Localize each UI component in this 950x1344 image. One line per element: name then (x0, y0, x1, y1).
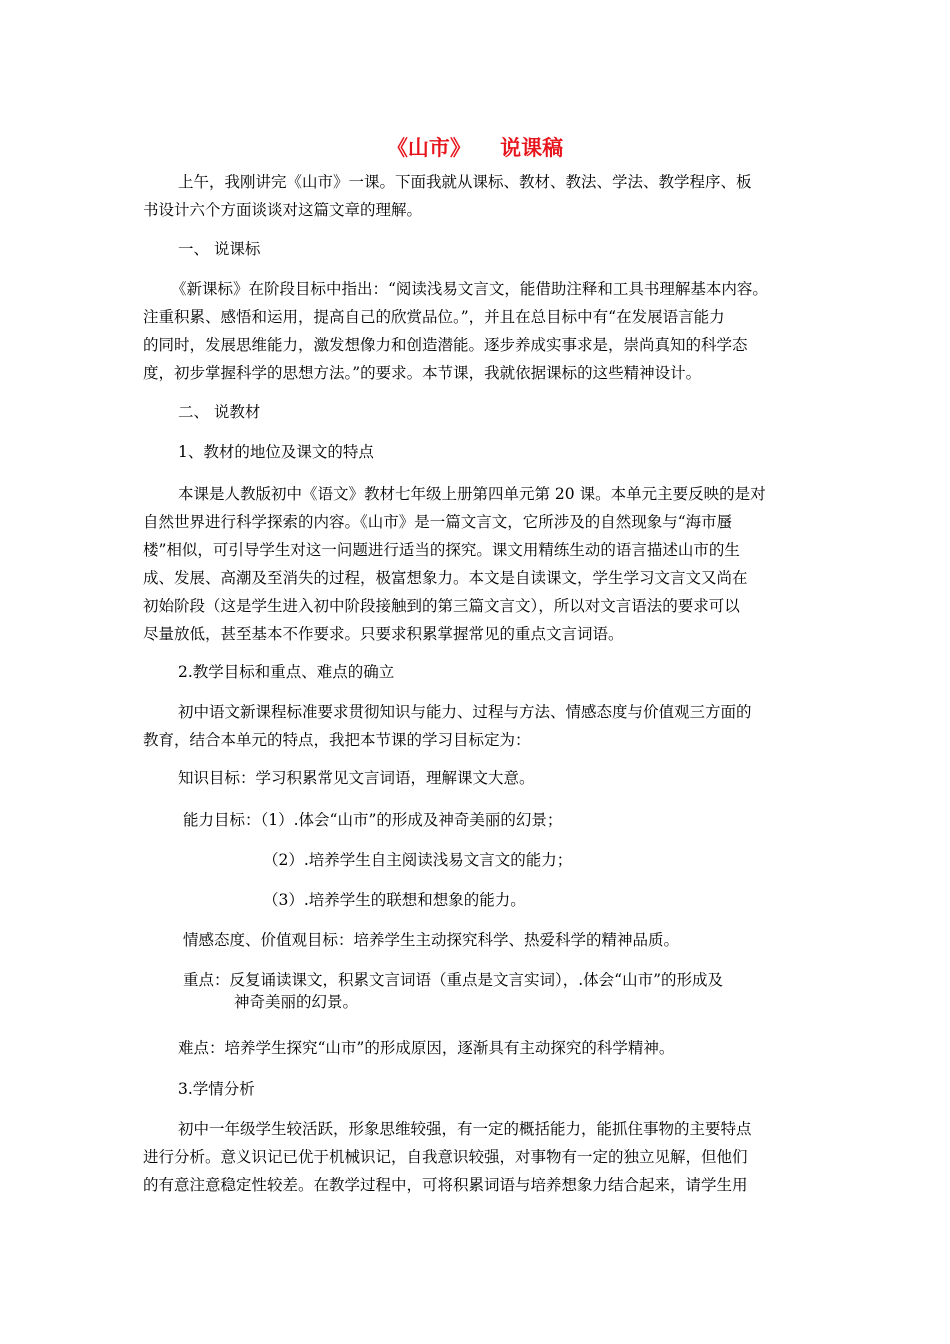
textbook-paragraph (143, 480, 766, 648)
learner-analysis-paragraph (143, 1115, 752, 1199)
paragraph-line: 上午，我刚讲完《山市》一课。下面我就从课标、教材、教法、学法、教学程序、板 (178, 173, 752, 191)
ability-goal-1: 能力目标：（1）.体会“山市”的形成及神奇美丽的幻景； (183, 811, 563, 829)
document-title: 《山市》 说课稿 (386, 135, 564, 160)
subsection-heading-3: 3.学情分析 (178, 1080, 255, 1098)
paragraph-line: 的有意注意稳定性较差。在教学过程中，可将积累词语与培养想象力结合起来，请学生用 (143, 1176, 748, 1194)
ability-goal-3: （3）.培养学生的联想和想象的能力。 (263, 891, 526, 909)
ability-goal-2: （2）.培养学生自主阅读浅易文言文的能力； (263, 851, 573, 869)
emotion-goal: 情感态度、价值观目标：培养学生主动探究科学、热爱科学的精神品质。 (183, 931, 680, 949)
paragraph-line: 初中语文新课程标准要求贯彻知识与能力、过程与方法、情感态度与价值观三方面的 (178, 703, 752, 721)
section-heading-1: 一、 说课标 (178, 240, 261, 258)
paragraph-line: 的同时，发展思维能力，激发想像力和创造潜能。逐步养成实事求是，崇尚真知的科学态 (143, 336, 748, 354)
paragraph-line: 教育，结合本单元的特点，我把本节课的学习目标定为： (143, 731, 531, 749)
paragraph-line: 《新课标》在阶段目标中指出：“阅读浅易文言文，能借助注释和工具书理解基本内容。 (171, 280, 768, 298)
paragraph-line: 初中一年级学生较活跃，形象思维较强，有一定的概括能力，能抓住事物的主要特点 (178, 1120, 752, 1138)
paragraph-line: 本课是人教版初中《语文》教材七年级上册第四单元第 20 课。本单元主要反映的是对 (178, 485, 766, 503)
paragraph-line: 注重积累、感悟和运用，提高自己的欣赏品位。”，并且在总目标中有“在发展语言能力 (143, 308, 725, 326)
paragraph-line: 重点：反复诵读课文，积累文言词语（重点是文言实词），.体会“山市”的形成及 (183, 971, 724, 989)
paragraph-line: 书设计六个方面谈谈对这篇文章的理解。 (143, 201, 423, 219)
objectives-paragraph (143, 698, 752, 754)
paragraph-line: 楼”相似，可引导学生对这一问题进行适当的探究。课文用精练生动的语言描述山市的生 (143, 541, 740, 559)
paragraph-line: 成、发展、高潮及至消失的过程，极富想象力。本文是自读课文，学生学习文言文又尚在 (143, 569, 748, 587)
paragraph-line: 尽量放低，甚至基本不作要求。只要求积累掌握常见的重点文言词语。 (143, 625, 624, 643)
intro-paragraph (143, 168, 752, 224)
paragraph-line: 自然世界进行科学探索的内容。《山市》是一篇文言文，它所涉及的自然现象与“海市蜃 (143, 513, 733, 531)
paragraph-line: 进行分析。意义识记已优于机械识记，自我意识较强，对事物有一定的独立见解，但他们 (143, 1148, 748, 1166)
paragraph-line: 度，初步掌握科学的思想方法。”的要求。本节课，我就依据课标的这些精神设计。 (143, 364, 702, 382)
curriculum-paragraph (143, 275, 768, 387)
difficulty: 难点：培养学生探究“山市”的形成原因，逐渐具有主动探究的科学精神。 (178, 1039, 675, 1057)
subsection-heading-2: 2.教学目标和重点、难点的确立 (178, 663, 395, 681)
key-point (183, 966, 723, 1016)
subsection-heading-1: 1、教材的地位及课文的特点 (178, 443, 374, 461)
paragraph-line: 神奇美丽的幻景。 (234, 993, 359, 1011)
section-heading-2: 二、 说教材 (178, 403, 261, 421)
paragraph-line: 初始阶段（这是学生进入初中阶段接触到的第三篇文言文），所以对文言语法的要求可以 (143, 597, 740, 615)
knowledge-goal: 知识目标：学习积累常见文言词语，理解课文大意。 (178, 769, 535, 787)
